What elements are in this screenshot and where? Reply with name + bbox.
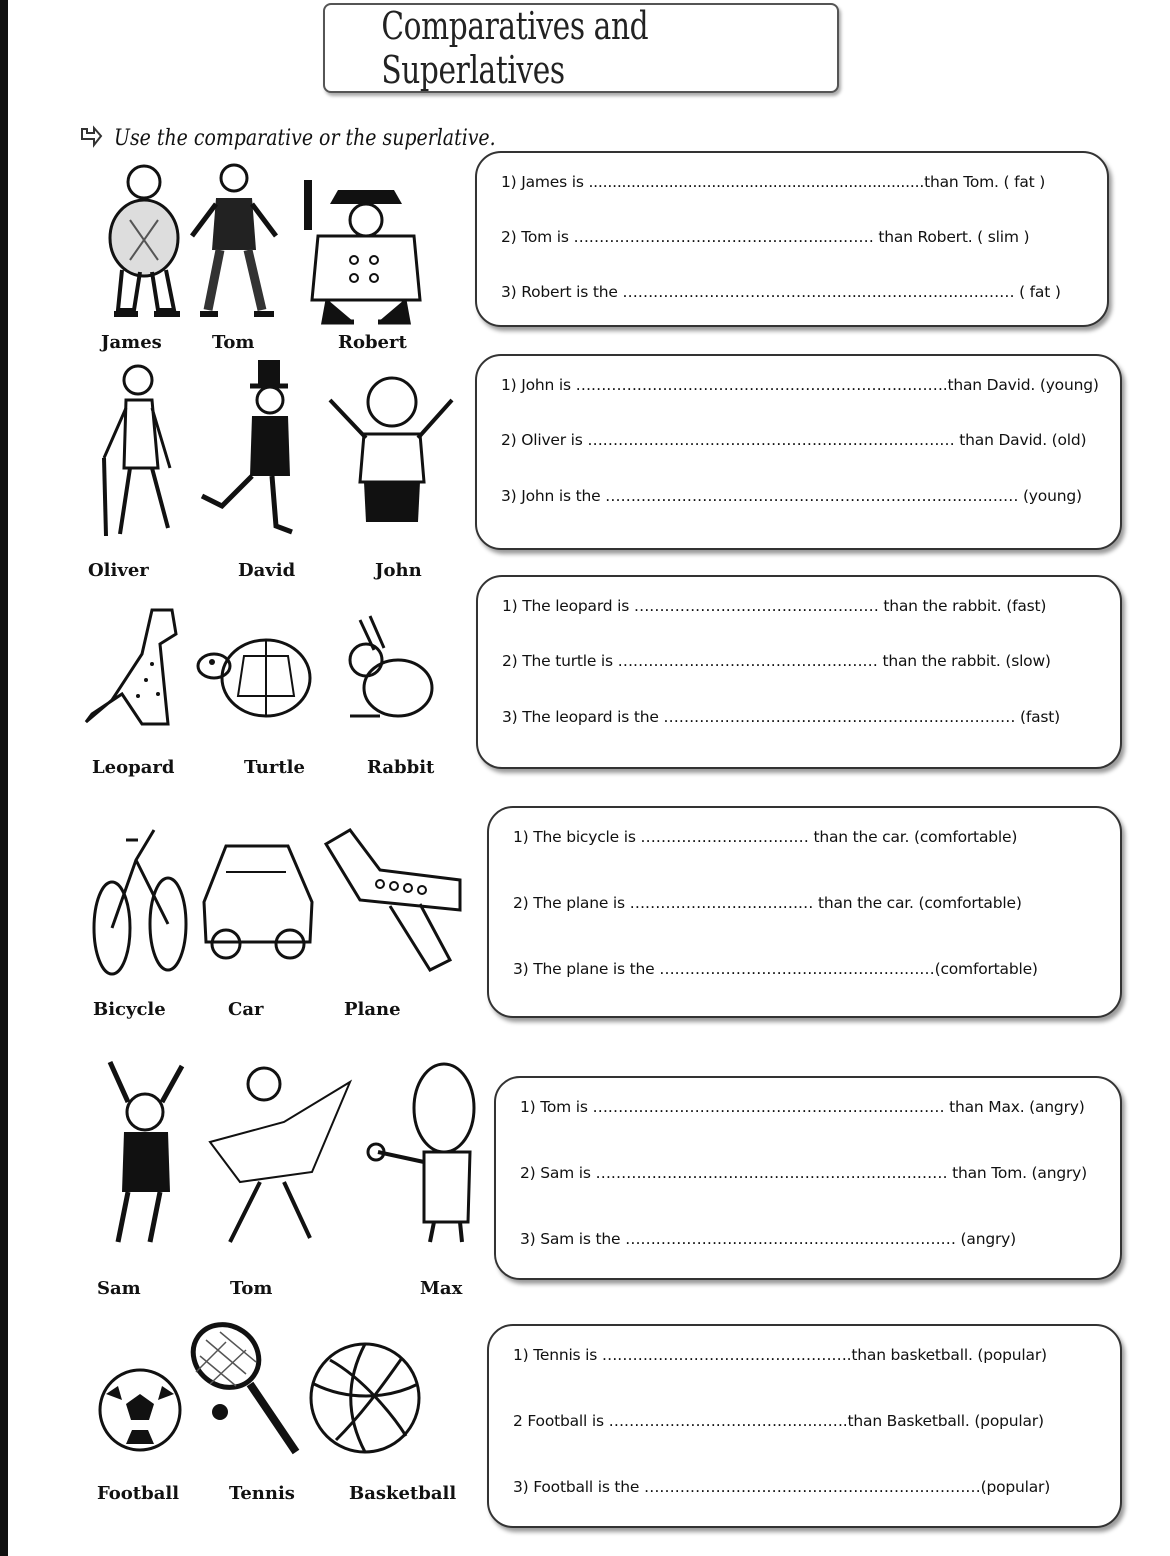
child-icon (320, 372, 462, 532)
leopard-icon (82, 604, 182, 730)
fat-man-icon (100, 160, 186, 326)
caption: Tom (230, 1278, 273, 1299)
plane-icon (320, 820, 466, 976)
exercise-line: 3) Football is the …………………………………………………………(popular) (513, 1478, 1051, 1496)
exercise-line: 1) John is ……………………………………………………………….than David. (young) (501, 376, 1099, 394)
exercise-box (487, 1324, 1122, 1528)
policeman-icon (298, 170, 434, 326)
instruction (78, 118, 558, 158)
exercise-line: 1) The leopard is ………………………………………… than the rabbit. (fast) (502, 597, 1047, 615)
caption: Football (97, 1483, 180, 1504)
exercise-line: 1) The bicycle is …………………………… than the car. (comfortable) (513, 828, 1018, 846)
caption: Tom (212, 332, 255, 353)
caption: Car (228, 999, 264, 1020)
caption: Max (420, 1278, 463, 1299)
exercise-line: 1) James is .......................................................................than Tom. ( fat ) (501, 173, 1046, 191)
exercise-box (475, 354, 1122, 550)
exercise-line: 2) The turtle is …………………………………………… than the rabbit. (slow) (502, 652, 1051, 670)
caption: Rabbit (367, 757, 435, 778)
caption: James (101, 332, 162, 353)
exercise-line: 3) Robert is the ………………………………………..………………………… ( fat ) (501, 283, 1061, 301)
exercise-box (476, 575, 1122, 769)
caption: Oliver (88, 560, 149, 581)
caption: Sam (97, 1278, 141, 1299)
exercise-line: 2) Oliver is ……………………………………………………………… than David. (old) (501, 431, 1087, 449)
exercise-box (494, 1076, 1122, 1280)
bicycle-icon (90, 800, 190, 976)
old-man-icon (90, 358, 190, 544)
rabbit-icon (330, 612, 436, 724)
caption: Bicycle (93, 999, 166, 1020)
worksheet-title: Comparatives and Superlatives (381, 4, 649, 92)
exercise-line: 2 Football is ………………………………….…….than Basketball. (popular) (513, 1412, 1044, 1430)
instruction-text: Use the comparative or the superlative. (114, 125, 496, 151)
arrow-icon (78, 125, 104, 151)
gentleman-icon (192, 356, 308, 542)
exercise-line: 1) Tennis is ………………………………………….than basketball. (popular) (513, 1346, 1047, 1364)
pointing-man-icon (364, 1052, 490, 1246)
thin-man-icon (186, 160, 282, 326)
exercise-line: 2) Tom is …………………………………………..……… than Robert. ( slim ) (501, 228, 1030, 246)
caption: John (375, 560, 422, 581)
page-edge-bar (0, 0, 8, 1556)
angry-man-icon (90, 1052, 200, 1248)
exercise-line: 3) The plane is the ………………………………………………(comfortable) (513, 960, 1038, 978)
exercise-line: 3) John is the ……………………………………………………………………… (young) (501, 487, 1082, 505)
caption: Basketball (349, 1483, 457, 1504)
basketball-icon (306, 1340, 424, 1456)
caption: Leopard (92, 757, 175, 778)
caption: Tennis (229, 1483, 295, 1504)
exercise-line: 2) Sam is …………………………………………………………… than Tom. (angry) (520, 1164, 1087, 1182)
turtle-icon (194, 626, 320, 726)
football-icon (96, 1364, 184, 1456)
exercise-box (487, 806, 1122, 1018)
title-box (323, 3, 839, 93)
exercise-line: 3) The leopard is the …………………………………………………………… (fast) (502, 708, 1061, 726)
caption: Robert (338, 332, 407, 353)
exercise-line: 3) Sam is the ………………………………………..……………… (angry) (520, 1230, 1016, 1248)
exercise-line: 1) Tom is …………………………………………………………… than Max. (angry) (520, 1098, 1085, 1116)
caption: Turtle (244, 757, 305, 778)
car-icon (196, 832, 318, 964)
exercise-box (475, 151, 1109, 327)
newspaper-man-icon (200, 1062, 360, 1250)
caption: Plane (344, 999, 401, 1020)
tennis-racket-icon (186, 1322, 304, 1458)
caption: David (238, 560, 296, 581)
exercise-line: 2) The plane is ……………………………… than the car. (comfortable) (513, 894, 1022, 912)
